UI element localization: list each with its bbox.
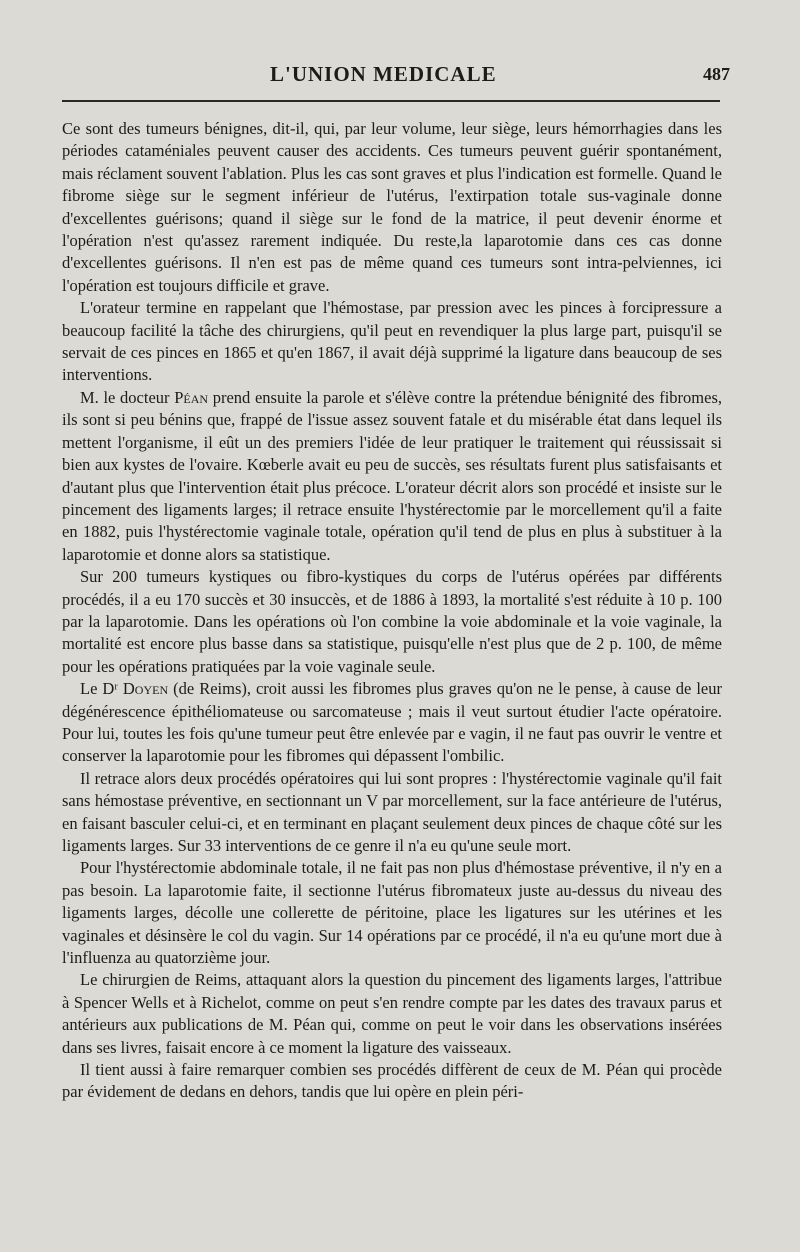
paragraph-text: Le chirurgien de Reims, attaquant alors la question du pincement des ligaments larges, l'attribue à Spencer Wells et à Richelot, comme on peut s'en rendre compte par les dates des travaux parus et antérieurs aux publications de M. Péan qui, comme on peut le voir dans les observations insérées dans ses livres, faisait encore à ce moment la ligature des vaisseaux. bbox=[62, 970, 722, 1057]
paragraph-text: Pour l'hystérectomie abdominale totale, il ne fait pas non plus d'hémostase préventive, il n'y en a pas besoin. La laparotomie faite, il sectionne l'utérus fibromateux juste au-dessus du niveau des ligaments larges, décolle une collerette de péritoine, place les ligatures sur les utérines et les vaginales et désinsère le col du vagin. Sur 14 opérations par ce procédé, il n'a eu qu'une mort due à l'influenza au quatorzième jour. bbox=[62, 858, 722, 968]
running-title: L'UNION MEDICALE bbox=[270, 62, 497, 86]
page-header bbox=[60, 60, 730, 92]
paragraph-prefix: Le Dʳ bbox=[80, 679, 123, 699]
paragraph bbox=[62, 678, 722, 768]
paragraph-text: Il tient aussi à faire remarquer combien ses procédés diffèrent de ceux de M. Péan qui procède par évidement de dedans en dehors, tandis que lui opère en plein péri- bbox=[62, 1060, 722, 1102]
paragraph-text: prend ensuite la parole et s'élève contre la prétendue bénignité des fibromes, ils sont si peu bénins que, frappé de l'issue assez souvent fatale et du misérable état dans lequel ils mettent l'organisme, il eût un des premiers l'idée de leur pratiquer le traitement qui réussissait si bien aux kystes de l'ovaire. Kœberle avait eu peu de succès, ses résultats furent plus satisfaisants et d'autant plus que l'intervention était plus précoce. L'orateur décrit alors son procédé et insiste sur le pincement des ligaments larges; il retrace ensuite l'hystérectomie par le morcellement qu'il a faite en 1882, puis l'hystérectomie vaginale totale, opération qu'il tend de plus en plus à substituer à la laparotomie et donne alors sa statistique. bbox=[62, 387, 722, 564]
paragraph bbox=[62, 969, 722, 1059]
paragraph-text: Il retrace alors deux procédés opératoires qui lui sont propres : l'hystérectomie vaginale qu'il fait sans hémostase préventive, en sectionnant un V par morcellement, sur la face antérieure de l'utérus, en faisant basculer celui-ci, et en terminant en plaçant seulement deux pinces de chaque côté sur les ligaments larges. Sur 33 interventions de ce genre il n'a eu qu'une seule mort. bbox=[62, 768, 722, 855]
paragraph bbox=[62, 857, 722, 969]
paragraph bbox=[62, 1059, 722, 1104]
paragraph bbox=[62, 387, 722, 566]
paragraph-prefix: M. le docteur bbox=[80, 387, 175, 407]
paragraph bbox=[62, 566, 722, 678]
person-name: Doyen bbox=[122, 679, 169, 699]
page-number: 487 bbox=[703, 64, 730, 84]
paragraph-text: (de Reims), croit aussi les fibromes plus graves qu'on ne le pense, à cause de leur dégénérescence épithéliomateuse ou sarcomateuse ; mais il veut surtout étudier l'acte opératoire. Pour lui, toutes les fois qu'une tumeur peut être enlevée par e vagin, il ne faut pas ouvrir le ventre et conserver la laparotomie pour les fibromes qui dépassent l'ombilic. bbox=[62, 679, 722, 766]
person-name: Péan bbox=[174, 387, 209, 407]
paragraph bbox=[62, 297, 722, 387]
paragraph-text: L'orateur termine en rappelant que l'hémostase, par pression avec les pinces à forcipressure a beaucoup facilité la tâche des chirurgiens, qu'il peut en revendiquer la plus large part, puisqu'il se servait de ces pinces en 1865 et qu'en 1867, il avait déjà supprimé la ligature dans beaucoup de ses interventions. bbox=[62, 298, 722, 385]
paragraph bbox=[62, 768, 722, 858]
paragraph-text: Ce sont des tumeurs bénignes, dit-il, qui, par leur volume, leur siège, leurs hémorrhagies dans les périodes cataméniales peuvent causer des accidents. Ces tumeurs peuvent guérir spontanément, mais réclament souvent l'ablation. Plus les cas sont graves et plus l'indication est formelle. Quand le fibrome siège sur le segment inférieur de l'utérus, l'extirpation totale sus-vaginale donne d'excellentes guérisons; quand il siège sur le fond de la matrice, il peut devenir énorme et l'opération n'est qu'assez rarement indiquée. Du reste,la laparotomie dans ces cas donne d'excellentes guérisons. Il n'en est pas de même quand ces tumeurs sont intra-pelviennes, ici l'opération est toujours difficile et grave. bbox=[62, 119, 722, 295]
paragraph bbox=[62, 118, 722, 297]
article-body bbox=[62, 118, 722, 1104]
paragraph-text: Sur 200 tumeurs kystiques ou fibro-kystiques du corps de l'utérus opérées par différents procédés, il a eu 170 succès et 30 insuccès, et de 1886 à 1893, la mortalité s'est réduite à 10 p. 100 par la laparotomie. Dans les opérations où l'on combine la voie abdominale et la voie vaginale, la mortalité est encore plus basse dans sa statistique, puisqu'elle n'est plus que de 2 p. 100, de même pour les opérations pratiquées par la voie vaginale seule. bbox=[62, 567, 722, 676]
header-rule bbox=[62, 100, 720, 102]
